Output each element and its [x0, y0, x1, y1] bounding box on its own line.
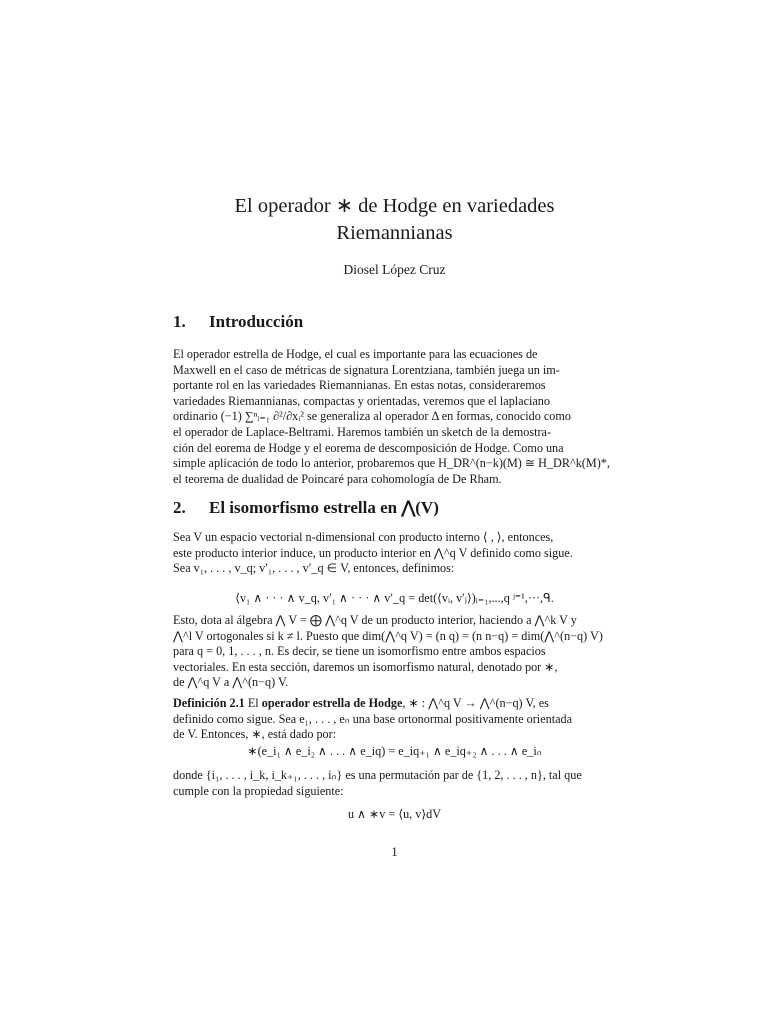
- text-line: ordinario (−1) ∑ⁿᵢ₌₁ ∂²/∂xᵢ² se generaliza al operador Δ en formas, conocido como: [173, 409, 571, 424]
- title-line-1: El operador ∗ de Hodge en variedades: [234, 195, 555, 217]
- text-line: variedades Riemannianas, compactas y orientadas, veremos que el laplaciano: [173, 393, 550, 408]
- text-line: para q = 0, 1, . . . , n. Es decir, se tiene un isomorfismo entre ambos espacios: [173, 644, 546, 659]
- text-line: de V. Entonces, ∗, está dado por:: [173, 727, 337, 742]
- section-2-paragraph-2: [173, 613, 616, 691]
- section-number: 1.: [173, 312, 186, 331]
- definition-label: Definición 2.1: [173, 696, 245, 710]
- text-line: de ⋀^q V a ⋀^(n−q) V.: [173, 675, 289, 690]
- equation-volume-form: u ∧ ∗v = ⟨u, v⟩dV: [347, 807, 442, 821]
- author: Diosel López Cruz: [343, 262, 446, 277]
- text-line: definido como sigue. Sea e₁, . . . , eₙ una base ortonormal positivamente orientada: [173, 711, 572, 726]
- section-1-heading: [173, 312, 303, 332]
- text-line: simple aplicación de todo lo anterior, probaremos que H_DR^(n−k)(M) ≅ H_DR^k(M)*,: [173, 456, 610, 471]
- text-line: Sea v₁, . . . , v_q; v′₁, . . . , v′_q ∈ V, entonces, definimos:: [173, 561, 455, 576]
- text-line: ción del eorema de Hodge y el eorema de descomposición de Hodge. Como una: [173, 440, 564, 455]
- equation-hodge-star: ∗(e_i₁ ∧ e_i₂ ∧ . . . ∧ e_iq) = e_iq₊₁ ∧ e_iq₊₂ ∧ . . . ∧ e_iₙ: [247, 744, 542, 758]
- page-number: 1: [391, 845, 398, 859]
- text-line: este producto interior induce, un producto interior en ⋀^q V definido como sigue.: [173, 545, 573, 560]
- text-line: el teorema de dualidad de Poincaré para cohomología de De Rham.: [173, 471, 502, 486]
- text-line: el operador de Laplace-Beltrami. Haremos también un sketch de la demostra-: [173, 424, 551, 439]
- text-line: El operador estrella de Hodge, el cual es importante para las ecuaciones de: [173, 347, 538, 361]
- section-number: 2.: [173, 498, 186, 517]
- equation-inner-product: ⟨v₁ ∧ · · · ∧ v_q, v′₁ ∧ · · · ∧ v′_q = det(⟨vᵢ, v′ⱼ⟩)ᵢ₌₁,...,q ʲ⁼¹,···,ᑫ.: [235, 591, 554, 605]
- text-line: Sea V un espacio vectorial n-dimensional con producto interno ⟨ , ⟩, entonces,: [173, 530, 554, 544]
- section-title: Introducción: [209, 312, 304, 331]
- text-line: Esto, dota al álgebra ⋀ V = ⨁ ⋀^q V de un producto interior, haciendo a ⋀^k V y: [173, 613, 577, 627]
- definition-intro: El: [244, 696, 262, 710]
- section-2-paragraph-4: [173, 768, 616, 799]
- title-line-2: Riemannianas: [336, 222, 453, 244]
- definition-term: operador estrella de Hodge: [261, 696, 403, 710]
- text-line: cumple con la propiedad siguiente:: [173, 783, 344, 798]
- section-title: El isomorfismo estrella en ⋀(V): [209, 498, 439, 517]
- definition-first-line: [173, 696, 616, 712]
- section-2-paragraph-1: [173, 530, 616, 577]
- paper-title: [173, 193, 616, 247]
- text-line: Maxwell en el caso de métricas de signatura Lorentziana, también juega un im-: [173, 362, 560, 377]
- text-line: donde {i₁, . . . , i_k, i_k₊₁, . . . , iₙ} es una permutación par de {1, 2, . . . , n}, tal que: [173, 768, 582, 782]
- section-2-heading: [173, 498, 439, 518]
- definition-2-1: [173, 696, 616, 743]
- text-line: portante rol en las variedades Riemannianas. En estas notas, consideraremos: [173, 378, 546, 393]
- paper-page: [173, 0, 616, 1024]
- text-line: ⋀^l V ortogonales si k ≠ l. Puesto que dim(⋀^q V) = (n q) = (n n−q) = dim(⋀^(n−q) V): [173, 628, 603, 643]
- text-line: vectoriales. En esta sección, daremos un isomorfismo natural, denotado por ∗,: [173, 659, 558, 674]
- definition-rest: , ∗ : ⋀^q V → ⋀^(n−q) V, es: [402, 696, 549, 710]
- introduction-paragraph: [173, 347, 616, 487]
